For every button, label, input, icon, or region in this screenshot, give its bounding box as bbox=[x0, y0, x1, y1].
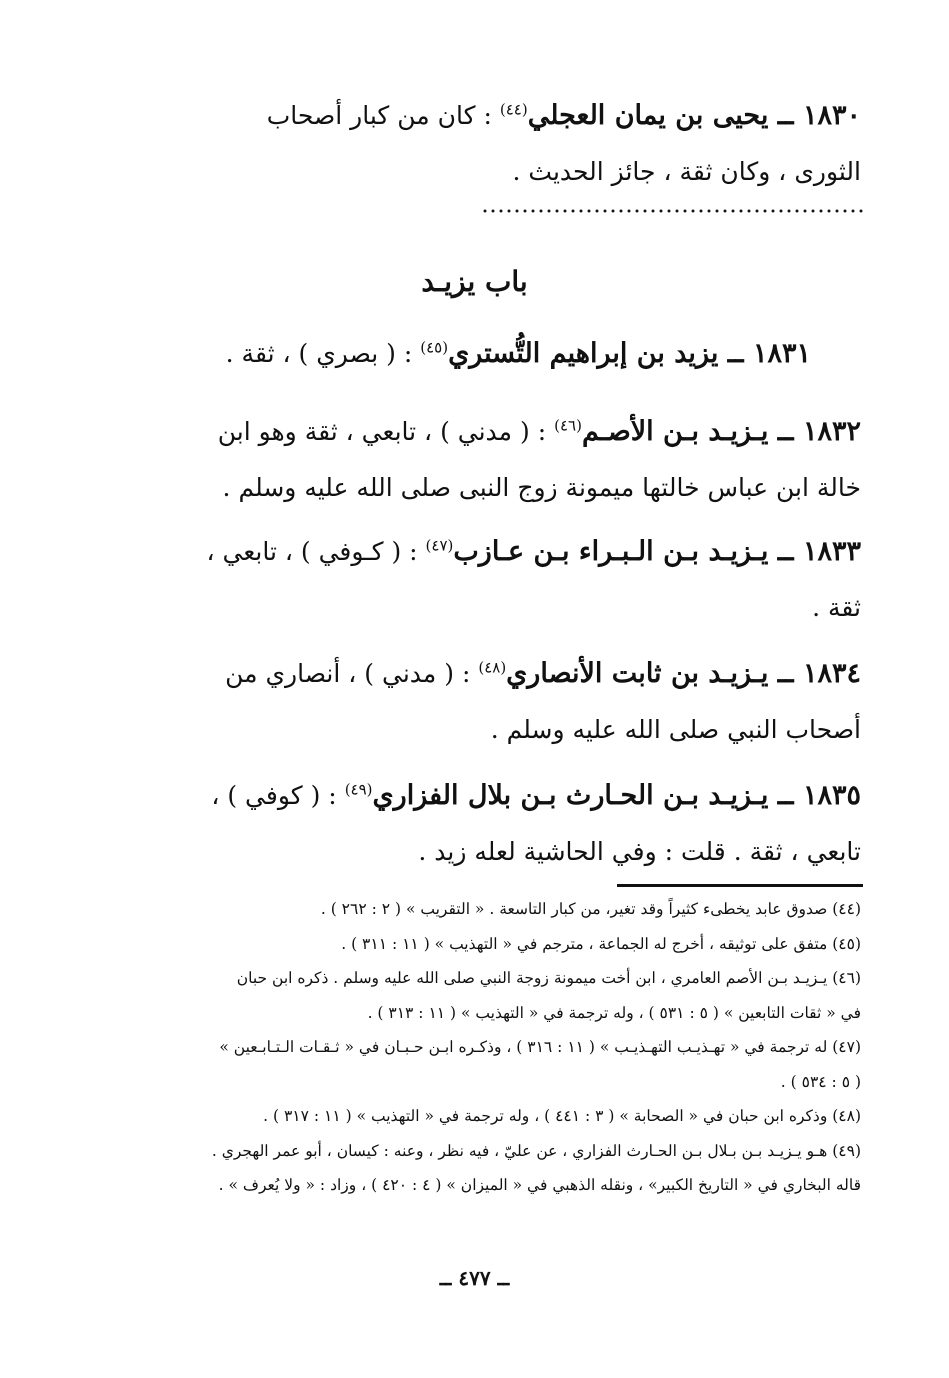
entry-line-1 bbox=[81, 88, 861, 144]
entry-text: : ( بصري ) ، ثقة . bbox=[225, 339, 413, 368]
entry-1834 bbox=[81, 646, 861, 758]
entry-line-2: تابعي ، ثقة . قلت : وفي الحاشية لعله زيد . bbox=[418, 837, 861, 866]
footnote-46-line-1: (٤٦) يـزيـد بـن الأصم العامري ، ابن أخت ميمونة زوجة النبي صلى الله عليه وسلم . ذكره ابن حبان bbox=[236, 969, 861, 987]
entry-heading: ١٨٣٥ ــ يـزيـد بـن الحـارث بـن بلال الفزاري bbox=[372, 780, 861, 811]
chapter-title: باب يزيـد bbox=[421, 265, 528, 298]
entry-line-2: أصحاب النبي صلى الله عليه وسلم . bbox=[490, 715, 861, 744]
entry-line-2: الثورى ، وكان ثقة ، جائز الحديث . bbox=[512, 157, 861, 186]
footnote-44: (٤٤) صدوق عابد يخطىء كثيراً وقد تغير، من كبار التاسعة . « التقريب » ( ٢ : ٢٦٢ ) . bbox=[320, 900, 861, 918]
entry-text: : كان من كبار أصحاب bbox=[266, 101, 492, 130]
footnote-48: (٤٨) وذكره ابن حبان في « الصحابة » ( ٣ : ٤٤١ ) ، وله ترجمة في « التهذيب » ( ١١ : ٣١٧ ) . bbox=[263, 1107, 861, 1125]
entry-line-1 bbox=[81, 524, 861, 580]
footnote-ref: (٤٧) bbox=[425, 536, 454, 555]
footnote-49-line-2: قاله البخاري في « التاريخ الكبير» ، ونقله الذهبي في « الميزان » ( ٤ : ٤٢٠ ) ، وزاد : « ولا يُعرف » . bbox=[218, 1176, 861, 1194]
footnote-ref: (٤٤) bbox=[499, 100, 528, 119]
entry-heading: ١٨٣٠ ــ يحيى بن يمان العجلي bbox=[527, 100, 861, 131]
entry-line-1 bbox=[81, 646, 861, 702]
footnote-45: (٤٥) متفق على توثيقه ، أخرج له الجماعة ، مترجم في « التهذيب » ( ١١ : ٣١١ ) . bbox=[341, 934, 861, 953]
footnote-rule bbox=[617, 884, 863, 887]
footnotes bbox=[115, 892, 861, 1203]
entry-text: : ( مدني ) ، أنصاري من bbox=[225, 659, 471, 688]
entry-1831 bbox=[81, 326, 861, 382]
footnote-ref: (٤٥) bbox=[420, 338, 449, 357]
entry-1835 bbox=[81, 768, 861, 880]
entry-text: : ( كـوفي ) ، تابعي ، bbox=[206, 537, 418, 566]
entry-text: : ( كوفي ) ، bbox=[211, 781, 337, 810]
entry-heading: ١٨٣٣ ــ يـزيـد بـن الـبـراء بـن عـازب bbox=[453, 536, 861, 567]
entry-line-2: ثقة . bbox=[812, 593, 861, 622]
entry-line-1 bbox=[81, 404, 861, 460]
entry-heading: ١٨٣٢ ــ يـزيـد بـن الأصـم bbox=[581, 416, 861, 447]
footnote-ref: (٤٦) bbox=[554, 416, 582, 435]
entry-text: : ( مدني ) ، تابعي ، ثقة وهو ابن bbox=[217, 417, 547, 446]
entry-1830 bbox=[81, 88, 861, 200]
entry-line-1 bbox=[81, 768, 861, 824]
page-number: ــ ٤٧٧ ــ bbox=[439, 1266, 510, 1290]
footnote-49-line-1: (٤٩) هـو يـزيـد بـن بـلال بـن الحـارث الفزاري ، عن عليّ ، فيه نظر ، وعنه : كيسان ، أبو عمر الهجري . bbox=[211, 1141, 861, 1160]
dotted-separator bbox=[481, 208, 865, 214]
entry-heading: ١٨٣٤ ــ يـزيـد بن ثابت الأنصاري bbox=[506, 658, 861, 689]
footnote-ref: (٤٩) bbox=[344, 780, 373, 799]
entry-line-1 bbox=[81, 326, 861, 382]
footnote-47-line-1: (٤٧) له ترجمة في « تهـذيـب التهـذيـب » ( ١١ : ٣١٦ ) ، وذكـره ابـن حـبـان في « ثـقـات الـتـابـعين » bbox=[219, 1038, 861, 1056]
entry-line-2: خالة ابن عباس خالتها ميمونة زوج النبى صلى الله عليه وسلم . bbox=[222, 473, 861, 502]
footnote-46-line-2: في « ثقات التابعين » ( ٥ : ٥٣١ ) ، وله ترجمة في « التهذيب » ( ١١ : ٣١٣ ) . bbox=[367, 1003, 861, 1022]
entry-heading: ١٨٣١ ــ يزيد بن إبراهيم التُّستري bbox=[448, 338, 811, 369]
footnote-ref: (٤٨) bbox=[478, 658, 507, 677]
entry-1832 bbox=[81, 404, 861, 516]
footnote-47-line-2: ( ٥ : ٥٣٤ ) . bbox=[780, 1072, 861, 1091]
entry-1833 bbox=[81, 524, 861, 636]
